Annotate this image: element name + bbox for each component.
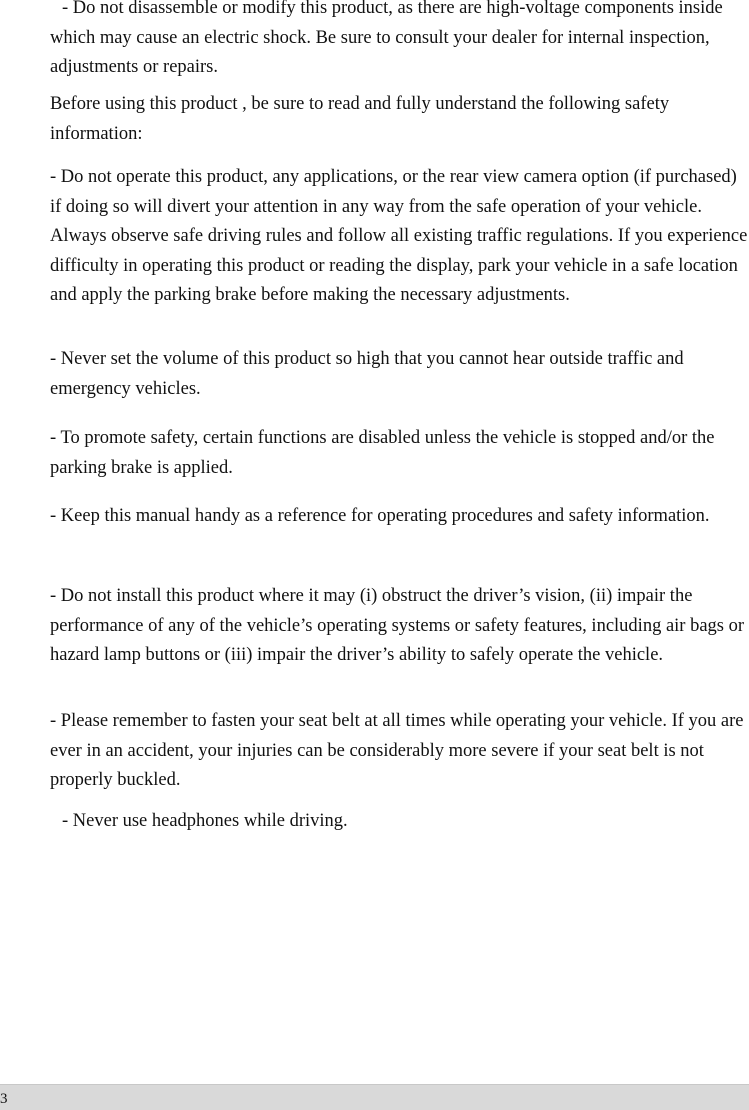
seat-belt-paragraph: - Please remember to fasten your seat belt at all times while operating your vehicle. If you are ever in an accident, your injuries can be considerably more severe if your seat belt is not properly buckled. <box>50 711 744 790</box>
warning-functions-disabled-paragraph: - To promote safety, certain functions are disabled unless the vehicle is stopped and/or the parking brake is applied. <box>50 428 715 478</box>
warning-installation-paragraph: - Do not install this product where it may (i) obstruct the driver’s vision, (ii) impair the performance of any of the vehicle’s operating systems or safety features, including air bags or hazard lamp buttons or (iii) impair the driver’s ability to safely operate the vehicle. <box>50 586 745 665</box>
headphones-paragraph: - Never use headphones while driving. <box>62 811 348 831</box>
warning-volume-paragraph: - Never set the volume of this product so high that you cannot hear outside traffic and emergency vehicles. <box>50 349 684 399</box>
warning-operate-paragraph: - Do not operate this product, any applications, or the rear view camera option (if purchased) if doing so will divert your attention in any way from the safe operation of your vehicle. Always observe safe driving rules and follow all existing traffic regulations. If you experience difficulty in operating this product or reading the display, park your vehicle in a safe location and apply the parking brake before making the necessary adjustments. <box>50 167 748 305</box>
page-footer-bar <box>0 1084 749 1110</box>
warning-disassemble-paragraph: - Do not disassemble or modify this product, as there are high-voltage components inside which may cause an electric shock. Be sure to consult your dealer for internal inspection, adjustments or repairs. <box>50 0 723 77</box>
keep-manual-paragraph: - Keep this manual handy as a reference for operating procedures and safety information. <box>50 506 710 526</box>
page-number: 3 <box>0 1091 8 1107</box>
safety-intro-paragraph: Before using this product , be sure to read and fully understand the following safety information: <box>50 94 670 144</box>
